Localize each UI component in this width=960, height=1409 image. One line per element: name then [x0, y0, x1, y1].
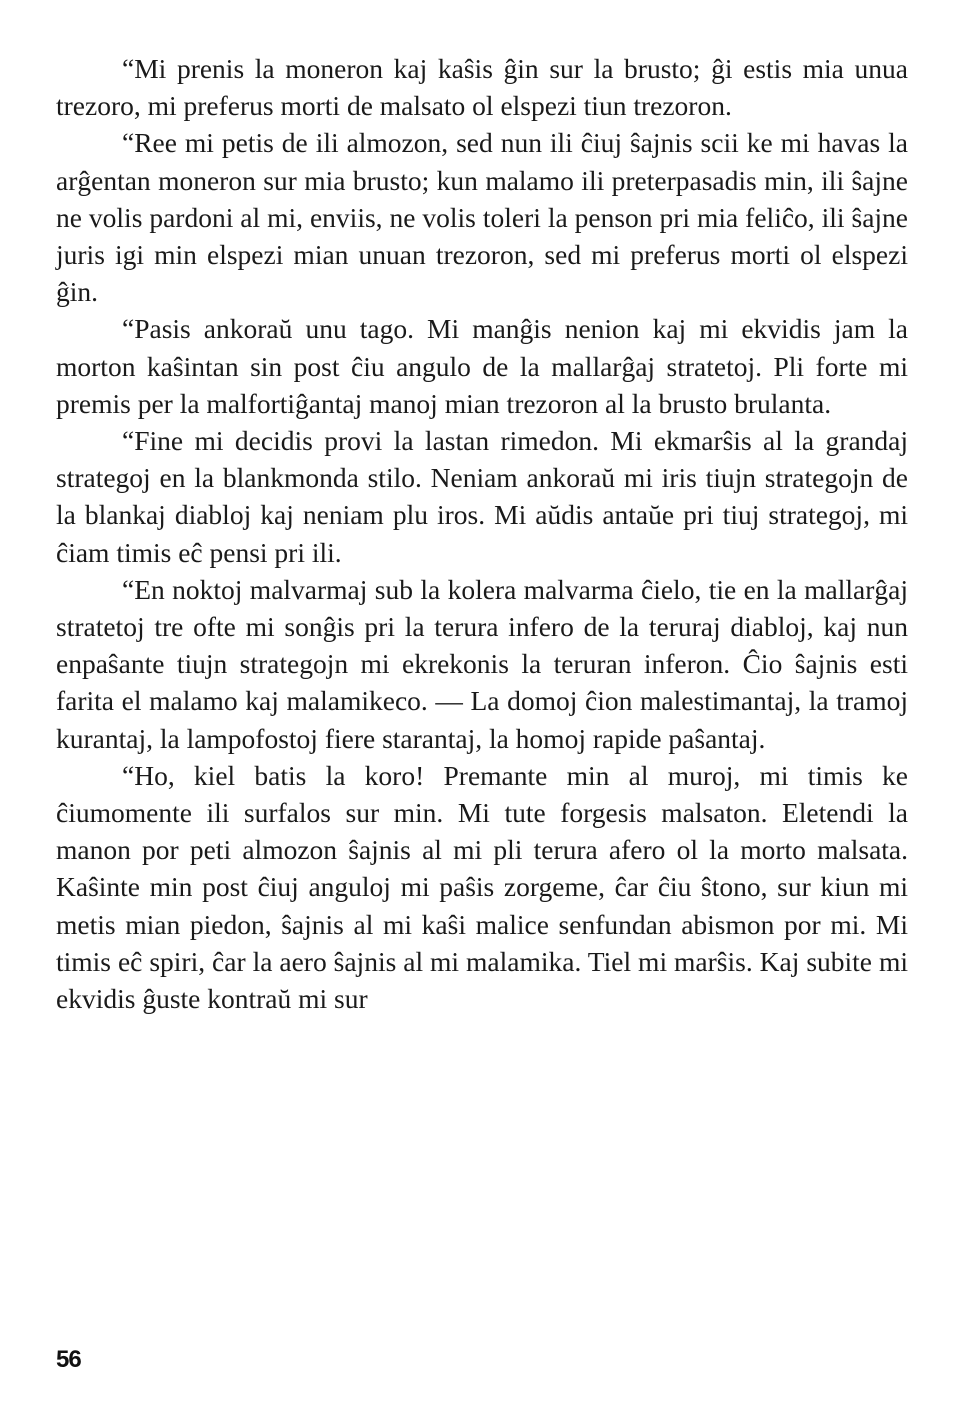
paragraph-6: “Ho, kiel batis la koro! Premante min al muroj, mi timis ke ĉiumomente ili surfalos sur min. Mi tute forgesis malsaton. Eletendi la manon por peti almozon ŝajnis al mi pli terura afero ol la morto malsata. Kaŝinte min post ĉiuj anguloj mi paŝis zorgeme, ĉar ĉiu ŝtono, sur kiun mi metis mian piedon, ŝajnis al mi kaŝi malice senfundan abismon por mi. Mi timis eĉ spiri, ĉar la aero ŝajnis al mi malamika. Tiel mi marŝis. Kaj subite mi ekvidis ĝuste kontraŭ mi sur: [56, 759, 908, 1015]
body-text: [56, 50, 908, 1017]
paragraph-3: “Pasis ankoraŭ unu tago. Mi manĝis nenion kaj mi ekvidis jam la morton kaŝintan sin post ĉiu angulo de la mallarĝaj stratetoj. Pli forte mi premis per la malfortiĝantaj manoj mian trezoron al la brusto brulanta.: [56, 313, 908, 419]
page-number: 56: [56, 1346, 81, 1373]
paragraph-2: “Ree mi petis de ili almozon, sed nun ili ĉiuj ŝajnis scii ke mi havas la arĝentan moneron sur mia brusto; kun malamo ili preterpasadis min, ili ŝajne ne volis pardoni al mi, enviis, ne volis toleri la penson pri mia feliĉo, ili ŝajne juris igi min elspezi mian unuan trezoron, sed mi preferus morti ol elspezi ĝin.: [56, 127, 908, 308]
paragraph-4: “Fine mi decidis provi la lastan rimedon. Mi ekmarŝis al la grandaj strategoj en la blankmonda stilo. Neniam ankoraŭ mi iris tiujn strategojn de la blankaj diabloj kaj neniam plu iros. Mi aŭdis antaŭe pri tiuj strategoj, mi ĉiam timis eĉ pensi pri ili.: [56, 425, 908, 568]
paragraph-5: “En noktoj malvarmaj sub la kolera malvarma ĉielo, tie en la mallarĝaj stratetoj tre ofte mi sonĝis pri la terura infero de la teruraj diabloj, kaj nun enpaŝante tiujn strategojn mi ekrekonis la teruran inferon. Ĉio ŝajnis esti farita el malamo kaj malamikeco. — La domoj ĉion malestimantaj, la tramoj kurantaj, la lampofostoj fiere starantaj, la homoj rapide paŝantaj.: [56, 573, 908, 754]
paragraph-1: “Mi prenis la moneron kaj kaŝis ĝin sur la brusto; ĝi estis mia unua trezoro, mi preferus morti de malsato ol elspezi tiun trezoron.: [56, 53, 908, 122]
